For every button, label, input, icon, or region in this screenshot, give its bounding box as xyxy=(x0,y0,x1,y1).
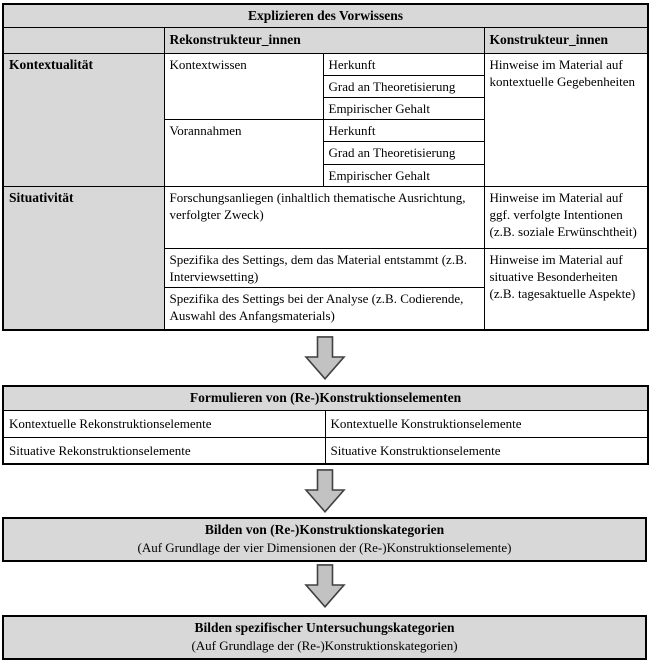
cell-vorannahmen-theoretisierung: Grad an Theoretisierung xyxy=(323,142,484,164)
box4-subtitle: (Auf Grundlage der (Re-)Konstruktionskategorien) xyxy=(191,638,458,653)
table1-empty-corner-cell xyxy=(3,27,164,53)
cell-spezifika-material: Spezifika des Settings, dem das Material entstammt (z.B. Interviewsetting) xyxy=(164,248,484,287)
cell-forschungsanliegen: Forschungsanliegen (inhaltlich thematische Ausrichtung, verfolgter Zweck) xyxy=(164,186,484,248)
cell-spezifika-analyse: Spezifika des Settings bei der Analyse (z.B. Codierende, Auswahl des Anfangsmaterials) xyxy=(164,288,484,330)
cell-hinweise-besonderheiten: Hinweise im Material auf situative Besonderheiten (z.B. tagesaktuelle Aspekte) xyxy=(484,248,648,329)
cell-vorannahmen-gehalt: Empirischer Gehalt xyxy=(323,164,484,186)
down-arrow-2 xyxy=(0,469,650,513)
box4-title: Bilden spezifischer Untersuchungskategorien xyxy=(194,620,455,635)
cell-hinweise-intentionen: Hinweise im Material auf ggf. verfolgte Intentionen (z.B. soziale Erwünschtheit) xyxy=(484,186,648,248)
column-header-konstrukteur: Konstrukteur_innen xyxy=(484,27,648,53)
down-arrow-3 xyxy=(0,564,650,608)
cell-situative-konstruktionselemente: Situative Konstruktionselemente xyxy=(325,437,648,464)
cell-vorannahmen-herkunft: Herkunft xyxy=(323,120,484,142)
cell-kontextwissen-theoretisierung: Grad an Theoretisierung xyxy=(323,75,484,97)
table2-title: Formulieren von (Re-)Konstruktionselementen xyxy=(3,386,648,410)
row-label-situativitaet: Situativität xyxy=(3,186,164,329)
konstruktionskategorien-box xyxy=(2,517,647,562)
table1-title: Explizieren des Vorwissens xyxy=(3,4,648,27)
cell-hinweise-kontextuell: Hinweise im Material auf kontextuelle Gegebenheiten xyxy=(484,53,648,186)
column-header-rekonstrukteur: Rekonstrukteur_innen xyxy=(164,27,484,53)
cell-vorannahmen: Vorannahmen xyxy=(164,120,323,186)
cell-kontextuelle-konstruktionselemente: Kontextuelle Konstruktionselemente xyxy=(325,410,648,437)
box3-subtitle: (Auf Grundlage der vier Dimensionen der (Re-)Konstruktionselemente) xyxy=(137,540,512,555)
cell-kontextwissen: Kontextwissen xyxy=(164,53,323,119)
down-arrow-icon xyxy=(302,469,348,513)
cell-kontextuelle-rekonstruktionselemente: Kontextuelle Rekonstruktionselemente xyxy=(3,410,325,437)
konstruktionselemente-table xyxy=(2,385,649,465)
down-arrow-icon xyxy=(302,336,348,380)
untersuchungskategorien-box xyxy=(2,615,647,660)
down-arrow-1 xyxy=(0,336,650,380)
vorwissen-table xyxy=(2,3,649,331)
row-label-kontextualitaet: Kontextualität xyxy=(3,53,164,186)
cell-kontextwissen-gehalt: Empirischer Gehalt xyxy=(323,98,484,120)
cell-situative-rekonstruktionselemente: Situative Rekonstruktionselemente xyxy=(3,437,325,464)
cell-kontextwissen-herkunft: Herkunft xyxy=(323,53,484,75)
box3-title: Bilden von (Re-)Konstruktionskategorien xyxy=(204,522,445,537)
down-arrow-icon xyxy=(302,564,348,608)
